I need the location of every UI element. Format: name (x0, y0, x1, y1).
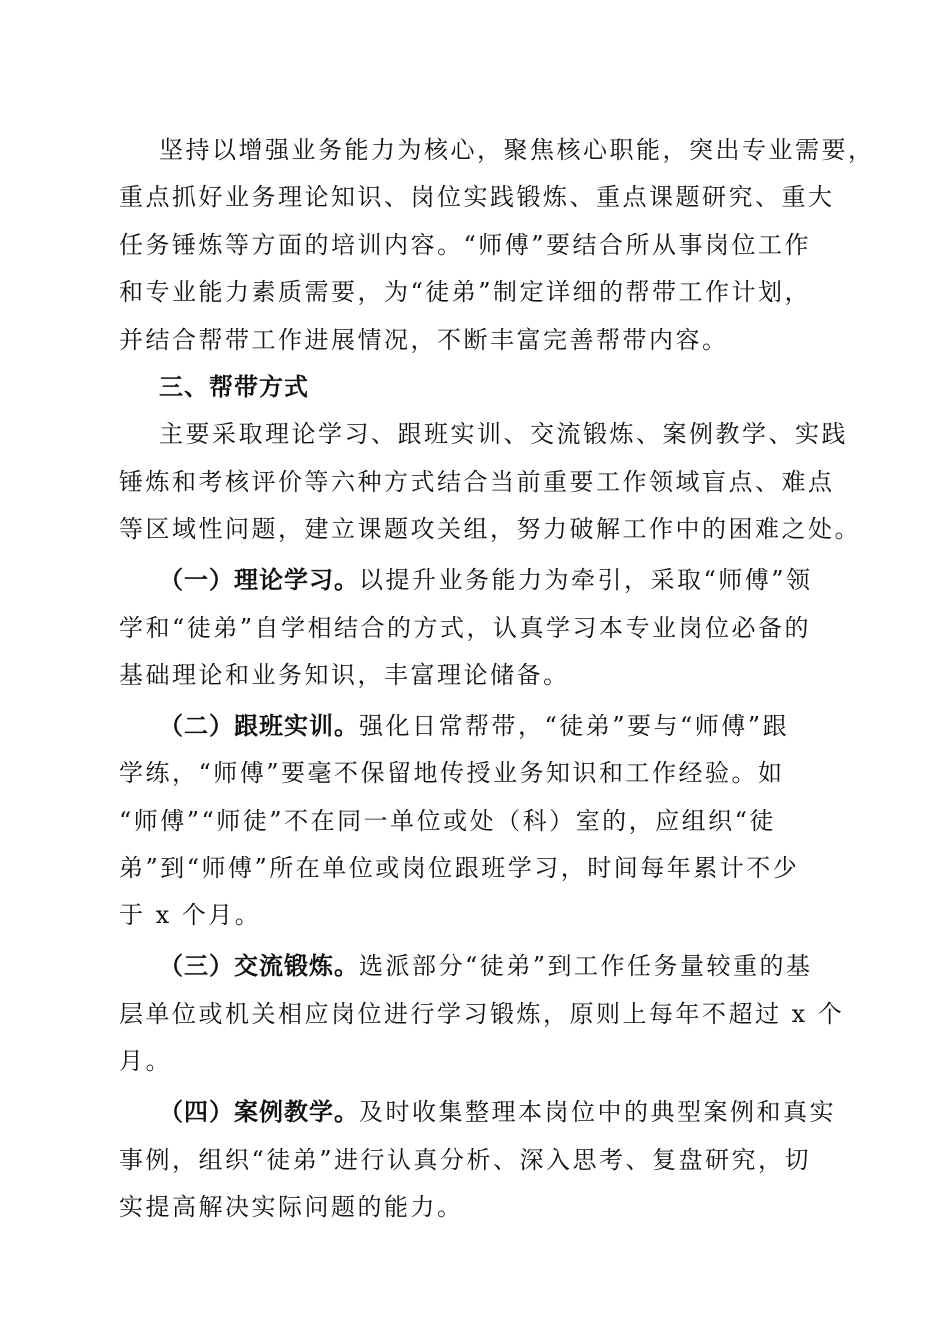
item-shadow-training (119, 708, 835, 934)
text-line: 坚持以增强业务能力为核心，聚焦核心职能，突出专业需要， (159, 136, 875, 164)
intro-paragraph (119, 132, 875, 358)
item-text: 及时收集整理本岗位中的典型案例和真实 (359, 1098, 836, 1127)
text-line: 事例，组织“徒弟”进行认真分析、深入思考、复盘研究，切 (119, 1145, 812, 1174)
text-line: 等区域性问题，建立课题攻关组，努力破解工作中的困难之处。 (119, 515, 861, 544)
item-case-teaching (119, 1094, 835, 1225)
text-line: 并结合帮带工作进展情况，不断丰富完善帮带内容。 (119, 325, 729, 354)
item-heading: （一）理论学习。 (159, 566, 359, 595)
text-line: 于 x 个月。 (119, 901, 262, 930)
text-line: 学练，“师傅”要毫不保留地传授业务知识和工作经验。如 (119, 759, 785, 788)
item-heading: （三）交流锻炼。 (159, 952, 359, 981)
text-line: 锤炼和考核评价等六种方式结合当前重要工作领域盲点、难点 (119, 467, 835, 496)
item-exchange-training (119, 948, 845, 1079)
item-theory-study (119, 562, 835, 693)
item-text: 以提升业务能力为牵引，采取“师傅”领 (359, 566, 813, 595)
text-line: 月。 (119, 1047, 172, 1076)
text-line: 和专业能力素质需要，为“徒弟”制定详细的帮带工作计划， (119, 278, 812, 307)
item-first-line (119, 948, 835, 984)
item-text: 选派部分“徒弟”到工作任务量较重的基 (359, 952, 813, 981)
text-line: 学和“徒弟”自学相结合的方式，认真学习本专业岗位必备的 (119, 613, 812, 642)
item-heading: （四）案例教学。 (159, 1098, 359, 1127)
text-line: 重点抓好业务理论知识、岗位实践锻炼、重点课题研究、重大 (119, 183, 835, 212)
item-first-line (119, 1094, 835, 1130)
text-line: 基础理论和业务知识，丰富理论储备。 (119, 660, 570, 689)
item-heading: （二）跟班实训。 (159, 711, 359, 740)
text-line: 弟”到“师傅”所在单位或岗位跟班学习，时间每年累计不少 (119, 854, 800, 883)
section-heading: 三、帮带方式 (159, 372, 309, 401)
section-intro-paragraph (119, 416, 861, 547)
text-line: 实提高解决实际问题的能力。 (119, 1193, 464, 1222)
text-line: “师傅”“师徒”不在同一单位或处（科）室的，应组织“徒 (119, 806, 776, 835)
text-line: 任务锤炼等方面的培训内容。“师傅”要结合所从事岗位工作 (119, 230, 812, 259)
text-line: 层单位或机关相应岗位进行学习锻炼，原则上每年不超过 x 个 (119, 999, 845, 1028)
document-page (119, 132, 875, 1236)
item-first-line (119, 708, 835, 744)
item-text: 强化日常帮带，“徒弟”要与“师傅”跟 (359, 711, 790, 740)
item-first-line (119, 562, 835, 598)
text-line: 主要采取理论学习、跟班实训、交流锻炼、案例教学、实践 (159, 420, 848, 449)
